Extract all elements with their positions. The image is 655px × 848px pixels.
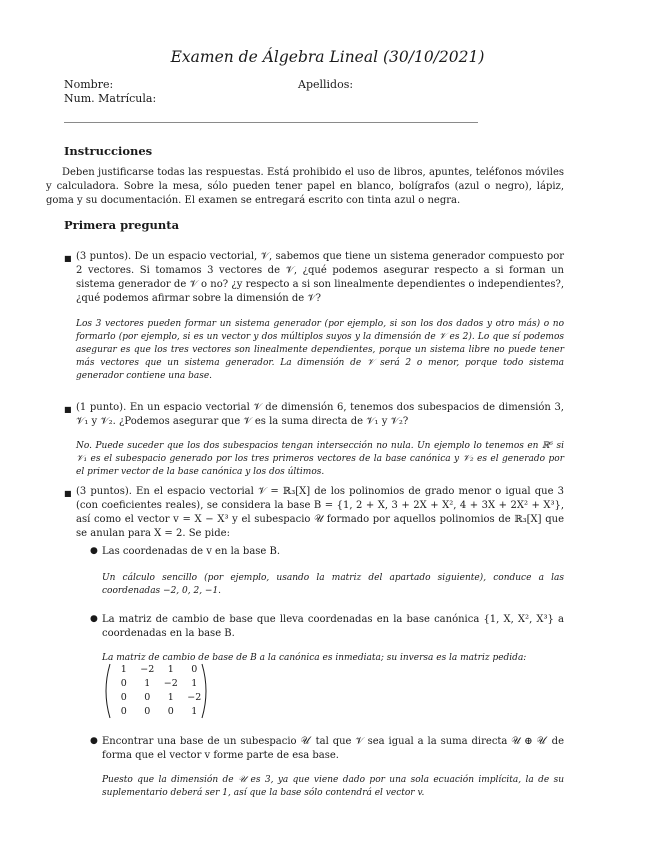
question-3-sub-1-text: Las coordenadas de v en la base B. <box>102 546 281 557</box>
matrix-entries <box>112 663 206 719</box>
matrix-cell: 0 <box>191 664 198 675</box>
question-2-answer: No. Puede suceder que los dos subespacios tengan intersección no nula. Un ejemplo lo tenemos en ℝ⁶ si 𝒱₁ es el subespacio generado por los tres primeros vectores de la base canónica y 𝒱₂ es el generado por el primer vector de la base canónica y los dos últimos. <box>76 441 564 477</box>
apellidos-label: Apellidos: <box>298 78 354 91</box>
question-2-text: (1 punto). En un espacio vectorial 𝒱 de dimensión 6, tenemos dos subespacios de dimensión 3, 𝒱₁ y 𝒱₂. ¿Podemos asegurar que 𝒱 es la suma directa de 𝒱₁ y 𝒱₂? <box>76 402 564 427</box>
exam-title: Examen de Álgebra Lineal (30/10/2021) <box>170 48 485 66</box>
bullet-icon: ■ <box>64 254 72 263</box>
matrix-cell: 1 <box>144 678 151 689</box>
bullet-icon: ■ <box>64 405 72 414</box>
question-3-sub-2-text: La matriz de cambio de base que lleva coordenadas en la base canónica {1, X, X², X³} a coordenadas en la base B. <box>102 614 564 639</box>
bullet-icon: ■ <box>64 489 72 498</box>
change-of-basis-matrix <box>102 663 210 719</box>
matrix-cell: 0 <box>144 692 151 703</box>
separator-line <box>64 122 478 123</box>
matrix-cell: 0 <box>120 692 127 703</box>
matrix-cell: 1 <box>191 678 198 689</box>
sub-bullet-icon: ● <box>90 546 98 556</box>
matrix-cell: −2 <box>163 678 178 689</box>
question-3-text: (3 puntos). En el espacio vectorial 𝒱 = ℝ₃[X] de los polinomios de grado menor o igual que 3 (con coeficientes reales), se considera la base B = {1, 2 + X, 3 + 2X + X², 4 + 3X + 2X² + X³}, así como el vector v = X − X³ y el subespacio 𝒰 formado por aquellos polinomios de ℝ₃[X] que se anulan para X = 2. Se pide: <box>76 486 564 539</box>
instructions-text <box>46 166 564 208</box>
matrix-cell: 1 <box>120 664 127 675</box>
matrix-cell: 1 <box>167 692 174 703</box>
matrix-cell: −2 <box>140 664 155 675</box>
question-3-sub-1-answer: Un cálculo sencillo (por ejemplo, usando la matriz del apartado siguiente), conduce a las coordenadas −2, 0, 2, −1. <box>102 573 564 596</box>
sub-bullet-icon: ● <box>90 736 98 746</box>
instructions-heading: Instrucciones <box>64 144 153 158</box>
matrix-cell: 0 <box>144 706 151 717</box>
matrix-cell: 1 <box>167 664 174 675</box>
matrix-cell: 0 <box>120 678 127 689</box>
question-3-sub-2-answer: La matriz de cambio de base de B a la canónica es inmediata; su inversa es la matriz pedida: <box>102 653 527 663</box>
section-heading-primera: Primera pregunta <box>64 218 180 232</box>
question-3-sub-3-answer: Puesto que la dimensión de 𝒰 es 3, ya que viene dado por una sola ecuación implícita, la de su suplementario deberá ser 1, así que la base sólo contendrá el vector v. <box>102 775 564 798</box>
matrix-cell: 0 <box>167 706 174 717</box>
matrix-cell: 1 <box>191 706 198 717</box>
matricula-label: Num. Matrícula: <box>64 92 157 105</box>
matrix-cell: −2 <box>187 692 202 703</box>
matrix-cell: 0 <box>120 706 127 717</box>
question-1-answer: Los 3 vectores pueden formar un sistema generador (por ejemplo, si son los dos dados y otro más) o no formarlo (por ejemplo, si es un vector y dos múltiplos suyos y la dimensión de 𝒱 es 2). Lo que sí podemos asegurar es que los tres vectores son linealmente dependientes, porque un sistema libre no puede tener más vectores que un sistema generador. La dimensión de 𝒱 será 2 o menor, porque todo sistema generador contiene una base. <box>76 319 564 381</box>
question-1-text: (3 puntos). De un espacio vectorial, 𝒱, sabemos que tiene un sistema generador compuesto por 2 vectores. Si tomamos 3 vectores de 𝒱, ¿qué podemos asegurar respecto a si forman un sistema generador de 𝒱 o no? ¿y respecto a si son linealmente dependientes o independientes?, ¿qué podemos afirmar sobre la dimensión de 𝒱? <box>76 251 564 304</box>
nombre-label: Nombre: <box>64 78 114 91</box>
sub-bullet-icon: ● <box>90 614 98 624</box>
question-3-sub-3-text: Encontrar una base de un subespacio 𝒰′ tal que 𝒱 sea igual a la suma directa 𝒰 ⊕ 𝒰′ de forma que el vector v forme parte de esa base. <box>102 736 564 761</box>
instructions-body: Deben justificarse todas las respuestas. Está prohibido el uso de libros, apuntes, teléfonos móviles y calculadora. Sobre la mesa, sólo pueden tener papel en blanco, bolígrafos (azul o negro), lápiz, goma y su documentación. El examen se entregará escrito con tinta azul o negra. <box>46 167 564 206</box>
